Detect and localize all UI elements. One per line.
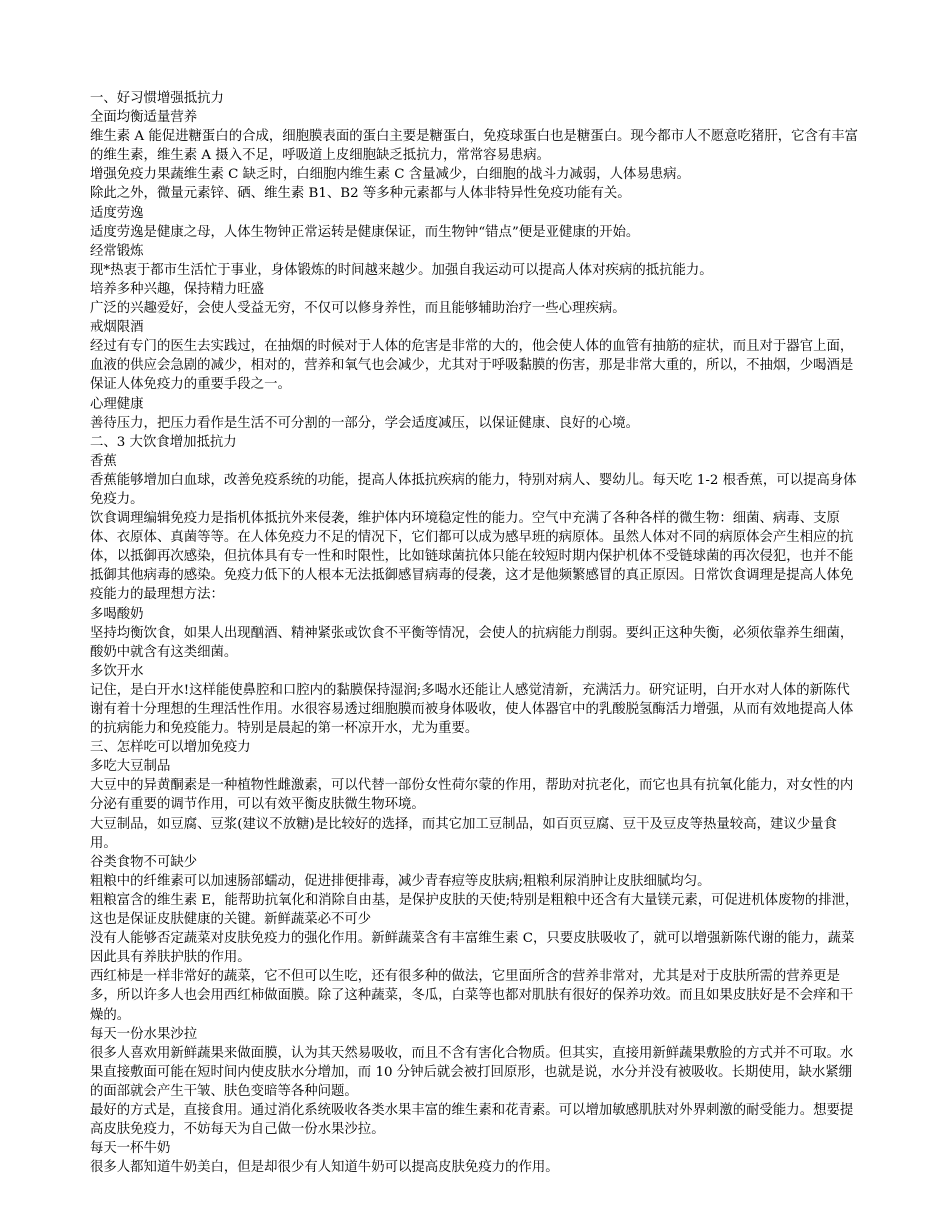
paragraph-soy-products: 大豆制品，如豆腐、豆浆(建议不放糖)是比较好的选择，而其它加工豆制品，如百页豆腐、豆干及豆皮等热量较高，建议少量食用。 [90,816,837,851]
subheading-banana: 香蕉 [90,453,117,469]
paragraph-vitamin-a: 维生素 A 能促进糖蛋白的合成，细胞膜表面的蛋白主要是糖蛋白，免疫球蛋白也是糖蛋白。现今都市人不愿意吃猪肝，它含有丰富的维生素，维生素 A 摄入不足，呼吸道上皮细胞缺乏抵抗力，常常容易患病。 [90,129,859,164]
paragraph-quit-smoking: 经过有专门的医生去实践过，在抽烟的时候对于人体的危害是非常的大的，他会使人体的血管有抽筋的症状，而且对于器官上面，血液的供应会急剧的减少，相对的，营养和氧气也会减少，尤其对于呼吸黏膜的伤害，那是非常大重的，所以，不抽烟，少喝酒是保证人体免疫力的重要手段之一。 [90,339,854,393]
subheading-water: 多饮开水 [90,663,144,679]
paragraph-vegetables: 没有人能够否定蔬菜对皮肤免疫力的强化作用。新鲜蔬菜含有丰富维生素 C，只要皮肤吸收了，就可以增强新陈代谢的能力，蔬菜因此具有养肤护肤的作用。 [90,931,855,966]
paragraph-diet-immunity: 饮食调理编辑免疫力是指机体抵抗外来侵袭，维护体内环境稳定性的能力。空气中充满了各种各样的微生物：细菌、病毒、支原体、衣原体、真菌等等。在人体免疫力不足的情况下，它们都可以成为感早班的病原体。虽然人体对不同的病原体会产生相应的抗体，以抵御再次感染，但抗体具有专一性和时限性，比如链球菌抗体只能在较短时期内保护机体不受链球菌的再次侵犯，也并不能抵御其他病毒的感染。免疫力低下的人根本无法抵御感冒病毒的侵袭，这才是他频繁感冒的真正原因。日常饮食调理是提高人体免疫能力的最理想方法： [90,511,854,603]
subheading-yogurt: 多喝酸奶 [90,606,144,622]
section-heading-1: 一、好习惯增强抵抗力 [90,91,224,106]
section-heading-2: 二、3 大饮食增加抵抗力 [90,434,237,450]
subheading-interests: 培养多种兴趣，保持精力旺盛 [90,281,265,297]
paragraph-exercise: 现*热衷于都市生活忙于事业，身体锻炼的时间越来越少。加强自我运动可以提高人体对疾病的抵抗能力。 [90,262,713,278]
paragraph-trace-elements: 除此之外，微量元素锌、硒、维生素 B1、B2 等多种元素都与人体非特异性免疫功能有关。 [90,186,631,202]
subheading-milk: 每天一杯牛奶 [90,1141,171,1157]
subheading-exercise: 经常锻炼 [90,243,144,259]
subheading-rest: 适度劳逸 [90,205,144,221]
subheading-fruit-salad: 每天一份水果沙拉 [90,1026,198,1042]
paragraph-banana: 香蕉能够增加白血球，改善免疫系统的功能，提高人体抵抗疾病的能力，特别对病人、婴幼儿。每天吃 1-2 根香蕉，可以提高身体免疫力。 [90,472,857,507]
subheading-mental-health: 心理健康 [90,396,144,412]
paragraph-milk: 很多人都知道牛奶美白，但是却很少有人知道牛奶可以提高皮肤免疫力的作用。 [90,1160,559,1176]
subheading-grains: 谷类食物不可缺少 [90,854,198,870]
subheading-quit-smoking: 戒烟限酒 [90,320,144,336]
paragraph-mental-health: 善待压力，把压力看作是生活不可分割的一部分，学会适度减压，以保证健康、良好的心境。 [90,415,640,431]
paragraph-soy-isoflavone: 大豆中的异黄酮素是一种植物性雌激素，可以代替一部份女性荷尔蒙的作用，帮助对抗老化，而它也具有抗氧化能力，对女性的内分泌有重要的调节作用，可以有效平衡皮肤微生物环境。 [90,778,854,813]
paragraph-grain-vitamin-e: 粗粮富含的维生素 E，能帮助抗氧化和消除自由基，是保护皮肤的天使;特别是粗粮中还含有大量镁元素，可促进机体废物的排泄，这也是保证皮肤健康的关键。新鲜蔬菜必不可少 [90,892,859,928]
paragraph-interests: 广泛的兴趣爱好，会使人受益无穷，不仅可以修身养性，而且能够辅助治疗一些心理疾病。 [90,301,626,317]
paragraph-rest: 适度劳逸是健康之母，人体生物钟正常运转是健康保证，而生物钟“错点”便是亚健康的开始。 [90,224,640,240]
section-heading-3: 三、怎样吃可以增加免疫力 [90,740,251,756]
subheading-soy: 多吃大豆制品 [90,759,171,775]
paragraph-yogurt: 坚持均衡饮食，如果人出现酗酒、精神紧张或饮食不平衡等情况，会使人的抗病能力削弱。要纠正这种失衡，必须依靠养生细菌，酸奶中就含有这类细菌。 [90,625,854,660]
paragraph-tomato: 西红柿是一样非常好的蔬菜，它不但可以生吃，还有很多种的做法，它里面所含的营养非常对，尤其是对于皮肤所需的营养更是多，所以许多人也会用西红柿做面膜。除了这种蔬菜，冬瓜，白菜等也都对肌肤有很好的保养功效。而且如果皮肤好是不会痒和干燥的。 [90,969,854,1023]
paragraph-fruit-mask: 很多人喜欢用新鲜蔬果来做面膜，认为其天然易吸收，而且不含有害化合物质。但其实，直接用新鲜蔬果敷脸的方式并不可取。水果直接敷面可能在短时间内使皮肤水分增加，而 10 分钟后就会被打回原形，也就是说，水分并没有被吸收。长期使用，缺水紧绷的面部就会产生干皱、肤色变暗等各种问题。 [90,1045,854,1099]
paragraph-grain-fiber: 粗粮中的纤维素可以加速肠部蠕动，促进排便排毒，减少青春痘等皮肤病;粗粮利尿消肿让皮肤细腻均匀。 [90,873,711,889]
paragraph-vitamin-c: 增强免疫力果蔬维生素 C 缺乏时，白细胞内维生素 C 含量减少，白细胞的战斗力减弱，人体易患病。 [90,167,690,183]
subheading-balanced-nutrition: 全面均衡适量营养 [90,110,198,126]
paragraph-water: 记住，是白开水!这样能使鼻腔和口腔内的黏膜保持湿润;多喝水还能让人感觉清新，充满活力。研究证明，白开水对人体的新陈代谢有着十分理想的生理活性作用。水很容易透过细胞膜而被身体吸收，使人体器官中的乳酸脱氢酶活力增强，从而有效地提高人体的抗病能力和免疫能力。特别是晨起的第一杯凉开水，尤为重要。 [90,682,854,737]
paragraph-fruit-eat: 最好的方式是，直接食用。通过消化系统吸收各类水果丰富的维生素和花青素。可以增加敏感肌肤对外界刺激的耐受能力。想要提高皮肤免疫力，不妨每天为自己做一份水果沙拉。 [90,1102,854,1138]
